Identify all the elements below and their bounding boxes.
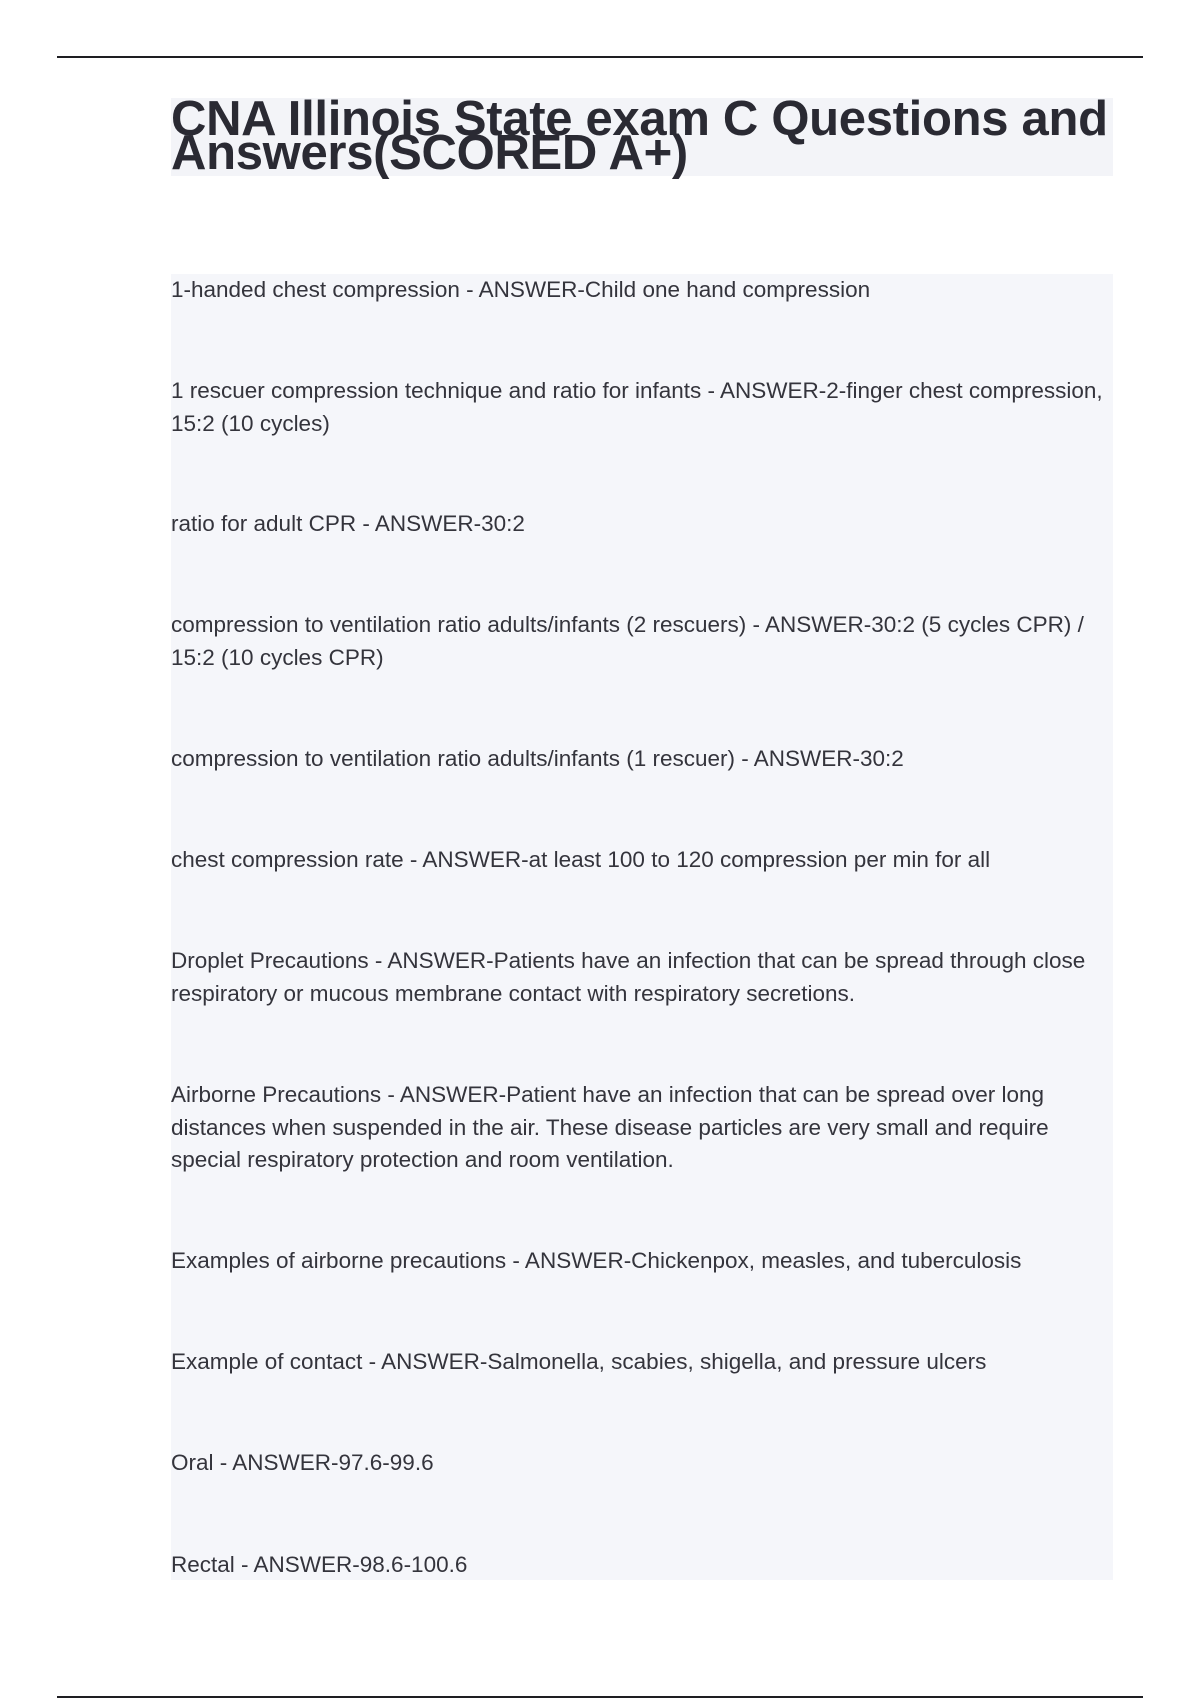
qa-item: compression to ventilation ratio adults/infants (2 rescuers) - ANSWER-30:2 (5 cycles CPR) / 15:2 (10 cycles CPR)	[171, 612, 1084, 670]
qa-item: ratio for adult CPR - ANSWER-30:2	[171, 511, 525, 536]
title-block	[171, 92, 1113, 180]
qa-item: 1 rescuer compression technique and ratio for infants - ANSWER-2-finger chest compression, 15:2 (10 cycles)	[171, 378, 1103, 436]
document-title: CNA Illinois State exam C Questions and Answers(SCORED A+)	[171, 92, 1108, 180]
qa-item: compression to ventilation ratio adults/infants (1 rescuer) - ANSWER-30:2	[171, 746, 904, 771]
qa-item: Oral - ANSWER-97.6-99.6	[171, 1450, 434, 1475]
qa-item: Example of contact - ANSWER-Salmonella, scabies, shigella, and pressure ulcers	[171, 1349, 987, 1374]
qa-item: Examples of airborne precautions - ANSWER-Chickenpox, measles, and tuberculosis	[171, 1248, 1022, 1273]
qa-item: chest compression rate - ANSWER-at least 100 to 120 compression per min for all	[171, 847, 991, 872]
top-rule	[57, 56, 1143, 58]
qa-item: 1-handed chest compression - ANSWER-Child one hand compression	[171, 277, 871, 302]
bottom-rule	[57, 1696, 1143, 1698]
qa-item: Droplet Precautions - ANSWER-Patients have an infection that can be spread through close respiratory or mucous membrane contact with respiratory secretions.	[171, 948, 1086, 1006]
qa-item: Rectal - ANSWER-98.6-100.6	[171, 1552, 468, 1577]
qa-item: Airborne Precautions - ANSWER-Patient have an infection that can be spread over long distances when suspended in the air. These disease particles are very small and require special respiratory protection and room ventilation.	[171, 1082, 1049, 1172]
qa-list	[171, 274, 1113, 1580]
